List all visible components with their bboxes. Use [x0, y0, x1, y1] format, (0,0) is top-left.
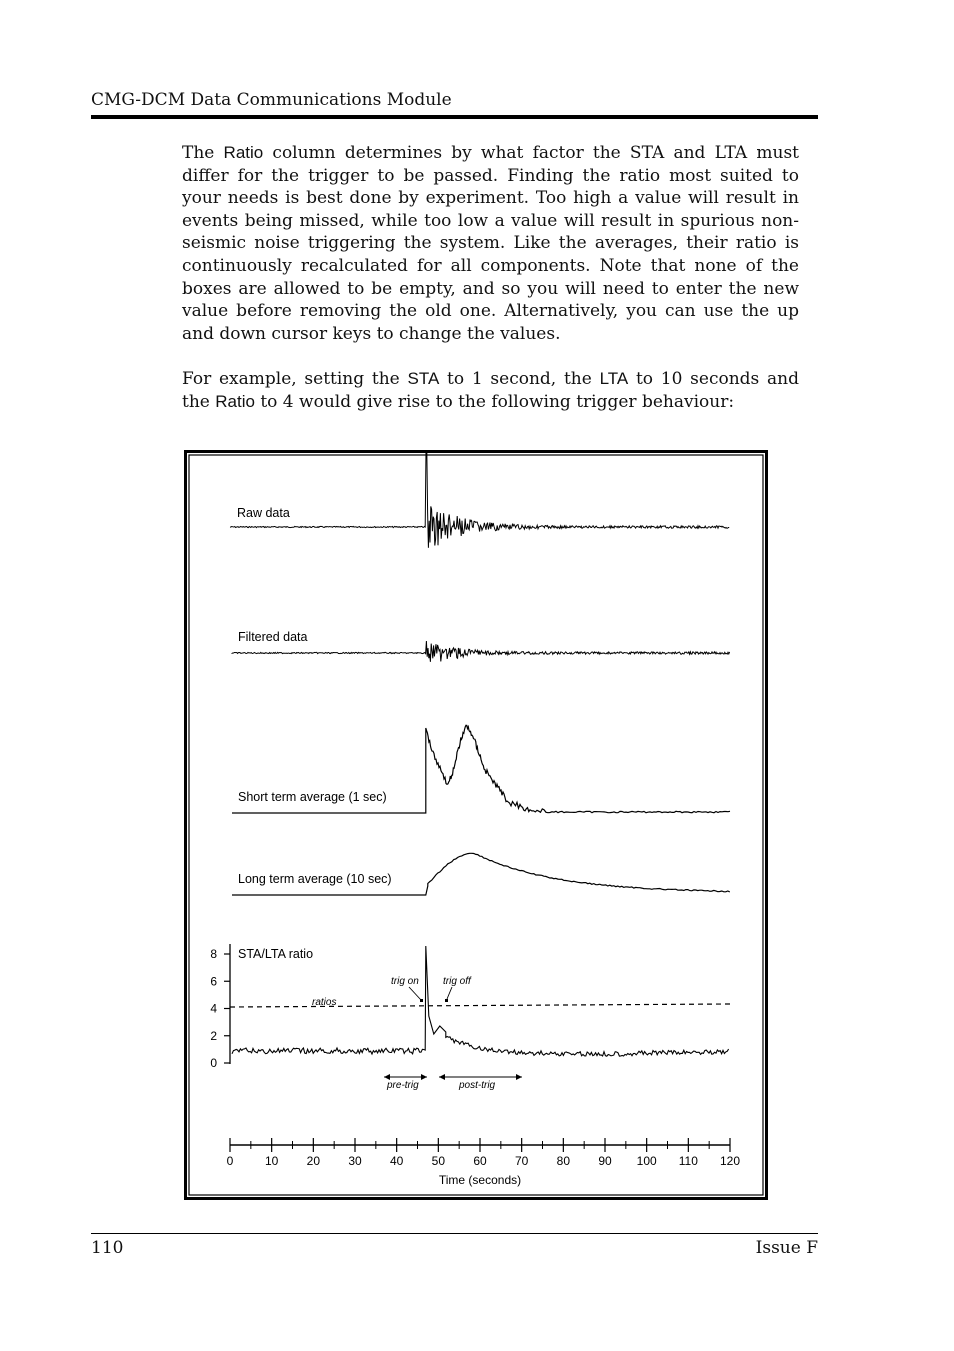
text-run: to 4 would give rise to the following trigger behaviour:: [254, 391, 735, 412]
ratio-tick-label: 2: [210, 1028, 217, 1043]
time-tick-label: 90: [598, 1154, 612, 1168]
trigger-figure: [184, 450, 768, 1200]
time-tick-label: 0: [226, 1154, 234, 1168]
page-number: 110: [91, 1238, 124, 1258]
text-run: For example, setting the: [182, 369, 408, 389]
paragraph-ratio: [182, 142, 799, 345]
trig-on-annotation: trig on: [391, 976, 419, 987]
time-tick-label: 20: [306, 1154, 321, 1168]
time-tick-label: 70: [514, 1154, 529, 1168]
issue-label: Issue F: [755, 1238, 818, 1258]
keyword-ratio: Ratio: [215, 391, 255, 411]
footer-rule: [91, 1233, 818, 1234]
paragraph-example: [182, 368, 799, 413]
time-tick-label: 80: [556, 1154, 571, 1168]
text-run: to 1 second, the: [439, 369, 600, 389]
text-run: to 10 seconds and the: [182, 369, 799, 412]
text-run: column determines by what factor the STA and LTA must differ for the trigger to be passed. Finding the ratio most suited to your needs is best done by experiment. Too high a value will result in events being missed, while too low a value will result in spurious non-seismic noise triggering the system. Like the averages, their ratio is continuously recalculated for all components. Note that none of the boxes are allowed to be empty, and so you will need to enter the new value before removing the old one. Alternatively, you can use the up and down cursor keys to change the values.: [182, 143, 799, 344]
ratio-label: STA/LTA ratio: [238, 947, 314, 961]
trig-off-annotation: trig off: [443, 976, 471, 987]
post-trig-annotation: post-trig: [459, 1080, 496, 1091]
time-tick-label: 40: [389, 1154, 404, 1168]
sta-label: Short term average (1 sec): [238, 790, 387, 804]
ratio-tick-label: 4: [210, 1001, 217, 1016]
time-tick-label: 30: [348, 1154, 362, 1168]
keyword-lta: LTA: [599, 369, 629, 388]
filtered-data-label: Filtered data: [238, 630, 308, 644]
time-tick-label: 10: [264, 1154, 279, 1168]
time-tick-label: 100: [636, 1154, 657, 1168]
lta-label: Long term average (10 sec): [238, 872, 392, 886]
text-run: The: [182, 143, 224, 163]
ratio-tick-label: 6: [210, 974, 217, 989]
running-header: CMG-DCM Data Communications Module: [91, 90, 452, 110]
header-rule: [91, 115, 818, 119]
pre-trig-annotation: pre-trig: [387, 1080, 419, 1091]
ratio-tick-label: 8: [210, 947, 217, 961]
time-tick-label: 50: [431, 1154, 446, 1168]
time-tick-label: 120: [719, 1154, 741, 1168]
time-tick-label: 60: [473, 1154, 487, 1168]
time-tick-label: 110: [678, 1154, 698, 1168]
keyword-ratio: Ratio: [223, 143, 264, 162]
ratio-tick-label: 0: [210, 1056, 217, 1070]
keyword-sta: STA: [407, 369, 440, 388]
ratios-annotation: ratios: [312, 997, 337, 1008]
time-axis-label: Time (seconds): [438, 1173, 522, 1187]
raw-data-label: Raw data: [237, 506, 290, 520]
trig-off-marker: [445, 999, 448, 1002]
trig-on-marker: [420, 999, 423, 1002]
